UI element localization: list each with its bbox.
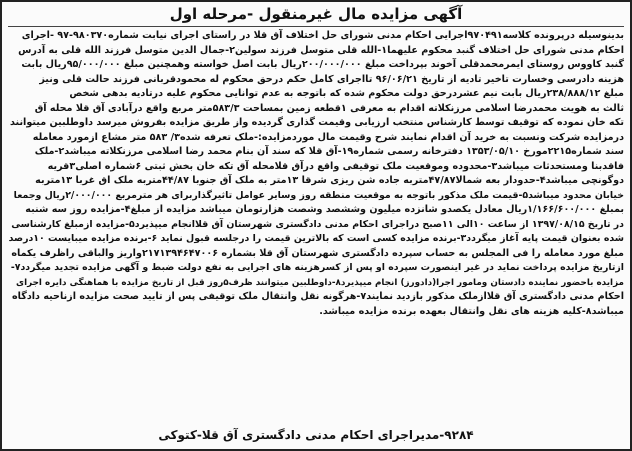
notice-title: آگهی مزایده مال غیرمنقول -مرحله اول — [169, 5, 463, 23]
body-line: گنبد کاووس روستای ایمرمحمدقلی آخوند بپرداخت مبلغ ۲۰۰/۰۰۰/۰۰۰ریال بابت اصل خواسته وهمچنین مبلغ ۹۵/۰۰۰/۰۰۰ریال بابت — [21, 59, 624, 70]
body-line: بدینوسیله درپرونده کلاسه۹۷۰۴۹۱اجرایی احکام مدنی شورای حل اختلاف آق قلا در راستای اجرای نیابت شماره۹۸۰۳۷۰-۹۷ -اجرای — [21, 30, 624, 41]
body-line: مزایده باحضور نماینده دادستان ومامور اجرا(دادورز) انجام میپذیرد۸-داوطلبین میتوانند ظرف۵روز قبل از تاریخ مزایده با هماهنگی دایره اجرای — [16, 277, 624, 288]
body-line: میباشد۸-کلیه هزینه های نقل وانتقال بعهده برنده مزایده میباشد. — [319, 305, 624, 317]
body-line: دوگونچی میباشد۴-حدودار بعه شمالا۴۷/۸۷متربه جاده شن ریزی شرقا ۱۳متر به ملک آق جنوبا ۴۴/۸۷متربه ملک اق غربا ۱۳متربه — [35, 175, 624, 186]
body-line: مبلغ مورد معامله را فی المجلس به حساب سپرده دادگستری شهرستان آق قلا بشماره ۲۱۷۱۳۹۴۶۴۷۰۰۶واریز والباقی راظرف یکماه — [11, 247, 624, 259]
body-line: در تاریخ ۱۳۹۷/۰۸/۱۵ از ساعت ۱۰الی ۱۱صبح دراجرای احکام مدنی دادگستری شهرستان آق قلاانجام میپذیرد۵-مزایده ازمبلغ کارشناسی — [11, 218, 624, 230]
notice-body — [8, 29, 624, 319]
body-line: ازتاریخ مزایده پرداخت نماید در غیر اینصورت سپرده او پس از کسرهزینه های اجرایی به نفع دولت ضبط و آگهی مزایده تجدید میگردد۷- — [10, 262, 624, 273]
notice-signature: ۹۲۸۴-مدیراجرای احکام مدنی دادگستری آق قلا-کتوکی — [158, 428, 474, 442]
title-divider — [8, 26, 624, 27]
body-line: ثالث به هویت محمدرضا اسلامی مرزنکلاته اقدام به معرفی ۱قطعه زمین بمساحت ۵۸۳/۳متر مربع واقع درآبادی آق قلا محله آق — [34, 102, 624, 114]
body-line: درمزایده شرکت ونسبت به خرید آن اقدام نمایند شرح وقیمت مال موردمزایده:-ملک تعرفه شده۳/ ۵۸۳ متر مشاع ازمورد معامله — [32, 131, 624, 143]
body-line: فاقدبنا ومستحدثات میباشد۳-محدوده وموقعیت ملک توقیفی واقع درآق قلامحله آق تکه خان بخش ثبتی ۶شماره اصلی۳قریه — [47, 160, 624, 172]
body-line: خیابان محدود میباشد۵-قیمت ملک مذکور باتوجه به موقعیت منطقه روز وسایر عوامل تاثیرگذاربرای هر مترمربع ۲/۰۰۰/۰۰۰ریال وجمعا — [13, 189, 624, 201]
body-line: احکام مدنی شورای حل اختلاف گنبد محکوم علیهما۱-الله قلی متوسل فرزند سولین۲-جمال الدین متوسل فرزند الله قلی به آدرس — [18, 44, 624, 56]
body-line: تکه خان نموده که توقیف توسط کارشناس منتخب ارزیابی وقیمت گذاری گردیده واز طریق مزایده بفروش میرسد داوطلبین میتوانند — [10, 117, 624, 128]
body-line: هزینه دادرسی وخسارت تاخیر تادیه از تاریخ ۹۶/۰۶/۲۱ تااجرای کامل حکم درحق محکوم له محمودقربانی فرزند حالت قلی ونیز — [39, 73, 624, 85]
body-line: مبلغ ۲۳۸/۸۸۸/۱۲ریال بابت نیم عشردرحق دولت محکوم شده که باتوجه به عدم توانایی محکوم علیه درتادیه بدهی شخص — [69, 88, 624, 99]
body-line: بمبلغ ۱/۱۶۶/۶۰۰/۰۰۰ریال معادل یکصدو شانزده میلیون وششصد وشصت هزارتومان میباشد مزایده از مبلغ۴-مزایده روز سه شنبه — [25, 204, 624, 215]
body-line: سند شماره۲۲۱۵مورخ ۱۳۵۳/۰۵/۱۰ دفترخانه رسمی شماره۱۹-آق قلا که سند آن بنام محمد رضا اسلامی مرزنکلاته میباشد۲-ملک — [34, 146, 624, 157]
body-line: احکام مدنی دادگستری آق قلاازملک مذکور بازدید نمایند۷-هرگونه نقل وانتقال ملک توقیفی پس از تایید صحت مزایده ازناحیه دادگاه — [12, 291, 624, 302]
body-line: شده بعنوان قیمت پایه آغاز میگردد۳-برنده مزایده کسی است که بالاترین قیمت را درجلسه قبول نماید ۶-برنده مزایده میبایست ۱۰درصد — [8, 233, 624, 244]
